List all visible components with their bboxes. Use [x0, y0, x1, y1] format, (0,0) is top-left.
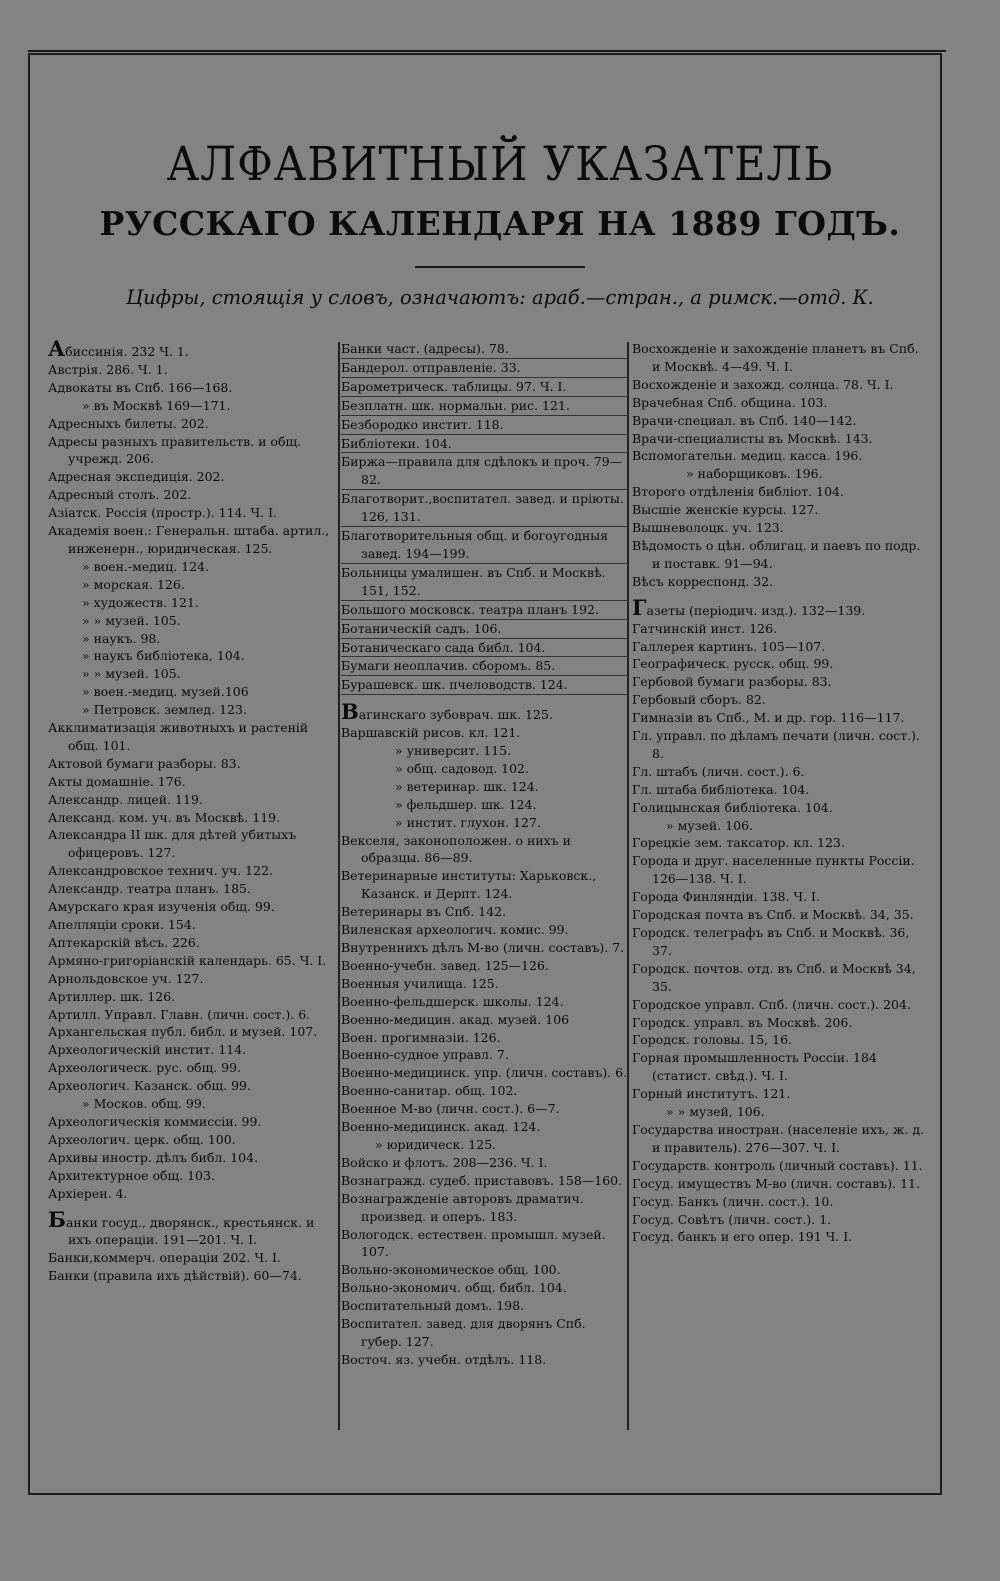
top-rule: [28, 50, 946, 52]
index-entry: Госуд. имуществъ М-во (личн. составъ). 11.: [632, 1175, 920, 1191]
section-initial: А: [48, 336, 66, 361]
index-entry: Археологич. церк. общ. 100.: [48, 1131, 236, 1147]
index-entry: Адресы разныхъ правительств. и общ. учрежд. 206.: [48, 433, 302, 467]
index-entry: Адресная экспедиція. 202.: [48, 469, 225, 485]
index-entry: Врачебная Спб. община. 103.: [632, 394, 828, 410]
index-entry: » морская. 126.: [82, 576, 185, 592]
index-entry: Адвокаты въ Спб. 166—168.: [48, 379, 233, 395]
index-entry: » общ. садовод. 102.: [395, 760, 529, 776]
index-entry: Гербовый сборъ. 82.: [632, 692, 766, 708]
index-entry: Врачи-специалисты въ Москвѣ. 143.: [632, 430, 873, 446]
index-entry: Гимназіи въ Спб., М. и др. гор. 116—117.: [632, 710, 905, 726]
index-entry: Вольно-экономич. общ. библ. 104.: [341, 1280, 567, 1296]
index-entry: Безплатн. шк. нормальн. рис. 121.: [341, 397, 628, 416]
index-entry: » » музей, 106.: [666, 1104, 765, 1120]
index-entry: Гл. штаба библіотека. 104.: [632, 781, 810, 797]
index-entry: Архивы иностр. дѣлъ библ. 104.: [48, 1149, 259, 1165]
column-divider: [338, 342, 340, 1430]
index-entry: Вѣдомость о цѣн. облигац. и паевъ по подр. и поставк. 91—94.: [632, 537, 921, 571]
index-column-3: [632, 340, 926, 1246]
legend-note: Цифры, стоящія у словъ, означаютъ: араб.—стран., а римск.—отд. К.: [126, 286, 874, 309]
index-entry: [48, 1206, 338, 1250]
index-entry: » воен.-медиц. 124.: [82, 558, 210, 574]
index-entry: » ветеринар. шк. 124.: [395, 778, 539, 794]
index-entry: Археологич. Казанск. общ. 99.: [48, 1078, 251, 1094]
index-entry: Векселя, законоположен. о нихъ и образцы. 86—89.: [341, 832, 571, 866]
section-initial: Г: [632, 594, 647, 620]
title-divider: [415, 266, 585, 268]
index-entry: Городск. телеграфъ въ Спб. и Москвѣ. 36, 37.: [632, 925, 910, 958]
index-entry: Александр. лицей. 119.: [48, 791, 203, 807]
entry-text: азеты (періодич. изд.). 132—139.: [646, 602, 866, 618]
index-entry: Архіерен. 4.: [48, 1185, 128, 1201]
index-entry: Войско и флотъ. 208—236. Ч. I.: [341, 1154, 548, 1170]
index-entry: Акты домашніе. 176.: [48, 773, 186, 789]
index-entry: » художеств. 121.: [82, 594, 199, 610]
index-entry: Артилл. Управл. Главн. (личн. сост.). 6.: [48, 1006, 311, 1022]
index-entry: Акклиматизація животныхъ и растеній общ. 101.: [48, 720, 309, 753]
index-entry: Вознагражденіе авторовъ драматич. произвед. и оперъ. 183.: [341, 1190, 584, 1224]
index-entry: Больницы умалишен. въ Спб. и Москвѣ. 151, 152.: [341, 564, 628, 601]
index-entry: Военное М-во (личн. сост.). 6—7.: [341, 1101, 560, 1117]
index-entry: Австрія. 286. Ч. 1.: [48, 361, 168, 377]
index-entry: » въ Москвѣ 169—171.: [82, 397, 231, 413]
index-entry: » » музей. 105.: [82, 666, 181, 682]
index-entry: » музей. 106.: [666, 817, 754, 833]
index-entry: Ботаническій садъ. 106.: [341, 620, 628, 639]
index-entry: [48, 336, 338, 361]
index-entry: Военно-учебн. завед. 125—126.: [341, 957, 549, 973]
index-entry: Архангельская публ. библ. и музей. 107.: [48, 1024, 318, 1040]
index-entry: Врачи-специал. въ Спб. 140—142.: [632, 412, 857, 428]
index-entry: Вознагражд. судеб. приставовъ. 158—160.: [341, 1172, 623, 1188]
index-entry: Вольно-экономическое общ. 100.: [341, 1262, 561, 1278]
section-initial: В: [341, 699, 359, 725]
index-entry: Внутреннихъ дѣлъ М-во (личн. составъ). 7.: [341, 940, 625, 955]
index-entry: Александра II шк. для дѣтей убитыхъ офицеровъ. 127.: [48, 827, 297, 861]
index-entry: Вспомогательн. медиц. касса. 196.: [632, 448, 863, 464]
index-entry: Биржа—правила для сдѣлокъ и проч. 79—82.: [341, 453, 628, 490]
index-entry: Военныя училища. 125.: [341, 975, 499, 991]
index-entry: Воен. прогимназіи. 126.: [341, 1029, 501, 1045]
index-entry: Военно-медицинск. акад. 124.: [341, 1119, 541, 1135]
index-entry: Археологическія коммиссіи. 99.: [48, 1113, 262, 1129]
index-entry: Большого московск. театра планъ 192.: [341, 601, 628, 620]
index-entry: Города и друг. населенные пункты Россіи. 126—138. Ч. I.: [632, 853, 915, 887]
index-entry: Государства иностран. (населеніе ихъ, ж. д. и правитель). 276—307. Ч. I.: [632, 1121, 925, 1155]
index-entry: Вышневолоцк. уч. 123.: [632, 520, 784, 536]
index-entry: Городск. головы. 15, 16.: [632, 1032, 792, 1048]
index-entry: » наукъ библіотека, 104.: [82, 648, 245, 664]
index-entry: » наборщиковъ. 196.: [686, 466, 823, 482]
index-entry: Городск. почтов. отд. въ Спб. и Москвѣ 34, 35.: [632, 960, 916, 994]
entry-text: биссинія. 232 Ч. 1.: [65, 344, 189, 359]
index-entry: Банки част. (адресы). 78.: [341, 340, 628, 359]
index-entry: Воспитательный домъ. 198.: [341, 1298, 525, 1314]
index-entry: » наукъ. 98.: [82, 630, 161, 646]
index-entry: Благотворит.,воспитател. завед. и пріюты. 126, 131.: [341, 490, 628, 527]
index-entry: Академія воен.: Генеральн. штаба. артил., инженерн., юридическая. 125.: [48, 523, 330, 556]
index-entry: Барометрическ. таблицы. 97. Ч. I.: [341, 378, 628, 397]
index-entry: Виленская археологич. комис. 99.: [341, 922, 569, 938]
index-entry: Актовой бумаги разборы. 83.: [48, 755, 241, 771]
index-entry: Городская почта въ Спб. и Москвѣ. 34, 35.: [632, 907, 914, 923]
page-title: АЛФАВИТНЫЙ УКАЗАТЕЛЬ: [166, 138, 834, 192]
index-entry: Военно-медицин. акад. музей. 106: [341, 1011, 570, 1027]
index-entry: Гатчинскій инст. 126.: [632, 620, 778, 636]
index-entry: Амурскаго края изученія общ. 99.: [48, 899, 275, 915]
index-entry: Александр. театра планъ. 185.: [48, 881, 251, 897]
index-entry: Военно-фельдшерск. школы. 124.: [341, 993, 564, 1009]
index-entry: Бумаги неоплачив. сборомъ. 85.: [341, 657, 628, 676]
index-entry: Второго отдѣленія библіот. 104.: [632, 484, 844, 500]
index-entry: » инстит. глухон. 127.: [395, 814, 541, 830]
index-entry: Военно-медицинск. упр. (личн. составъ). 6.: [341, 1065, 628, 1081]
index-entry: Вологодск. естествен. промышл. музей. 107.: [341, 1226, 606, 1260]
index-entry: Госуд. банкъ и его опер. 191 Ч. I.: [632, 1229, 853, 1245]
index-entry: Археологическ. рус. общ. 99.: [48, 1060, 242, 1076]
index-entry: Госуд. Совѣтъ (личн. сост.). 1.: [632, 1211, 832, 1227]
page-subtitle: РУССКАГО КАЛЕНДАРЯ НА 1889 ГОДЪ.: [99, 204, 901, 243]
section-initial: Б: [48, 1206, 66, 1232]
index-entry: Голицынская библіотека. 104.: [632, 799, 833, 815]
index-entry: » » музей. 105.: [82, 612, 181, 628]
index-entry: Александровское технич. уч. 122.: [48, 863, 274, 879]
index-entry: Варшавскій рисов. кл. 121.: [341, 725, 521, 741]
index-entry: Аптекарскій вѣсъ. 226.: [48, 934, 200, 950]
index-entry: [341, 699, 628, 725]
index-entry: Высшіе женскіе курсы. 127.: [632, 502, 819, 518]
index-entry: Безбородко инстит. 118.: [341, 416, 628, 435]
index-entry: » Москов. общ. 99.: [82, 1096, 206, 1112]
index-entry: Библіотеки. 104.: [341, 435, 628, 454]
index-entry: Восточ. яз. учебн. отдѣлъ. 118.: [341, 1351, 547, 1367]
index-entry: Армяно-григоріанскій календарь. 65. Ч. I.: [48, 952, 327, 968]
index-entry: Азіатск. Россія (простр.). 114. Ч. I.: [48, 505, 277, 521]
index-entry: Города Финляндіи. 138. Ч. I.: [632, 889, 820, 905]
index-entry: Ветеринарные институты: Харьковск., Казанск. и Дерпт. 124.: [341, 868, 597, 902]
index-entry: Воспитател. завед. для дворянъ Спб. губер. 127.: [341, 1316, 586, 1349]
index-entry: Галлерея картинъ. 105—107.: [632, 638, 826, 654]
index-entry: Апелляціи сроки. 154.: [48, 917, 196, 932]
index-entry: Адресныхъ билеты. 202.: [48, 415, 209, 431]
index-entry: Ветеринары въ Спб. 142.: [341, 904, 507, 920]
index-entry: Археологическій инстит. 114.: [48, 1042, 247, 1058]
index-entry: Бурашевск. шк. пчеловодств. 124.: [341, 676, 628, 695]
index-entry: Александ. ком. уч. въ Москвѣ. 119.: [48, 809, 281, 825]
index-entry: Бандерол. отправленіе. 33.: [341, 359, 628, 378]
index-entry: Ботаническаго сада библ. 104.: [341, 639, 628, 658]
entry-text: анки госуд., дворянск., крестьянск. и ихъ операціи. 191—201. Ч. I.: [65, 1214, 315, 1248]
index-entry: Адресный столъ. 202.: [48, 487, 192, 503]
index-entry: Географическ. русск. общ. 99.: [632, 656, 834, 672]
index-entry: Артиллер. шк. 126.: [48, 988, 176, 1004]
index-entry: Благотворительныя общ. и богоугодныя завед. 194—199.: [341, 527, 628, 564]
index-entry: Госуд. Банкъ (личн. сост.). 10.: [632, 1193, 834, 1209]
index-entry: Восхожденіе и захожденіе планетъ въ Спб. и Москвѣ. 4—49. Ч. I.: [632, 341, 919, 374]
index-entry: Военно-судное управл. 7.: [341, 1047, 509, 1063]
index-entry: Архитектурное общ. 103.: [48, 1167, 215, 1183]
index-column-2: [341, 340, 628, 1369]
index-entry: Городск. управл. въ Москвѣ. 206.: [632, 1014, 853, 1030]
index-entry: Банки,коммерч. операціи 202. Ч. I.: [48, 1250, 281, 1266]
index-entry: Восхожденіе и захожд. солнца. 78. Ч. I.: [632, 376, 894, 392]
index-column-1: [48, 336, 338, 1285]
index-entry: » воен.-медиц. музей.106: [82, 684, 249, 700]
index-entry: Гл. штабъ (личн. сост.). 6.: [632, 763, 805, 779]
index-entry: [632, 594, 926, 620]
entry-text: агинскаго зубоврач. шк. 125.: [358, 707, 553, 723]
index-entry: Государств. контроль (личный составъ). 11.: [632, 1157, 923, 1173]
index-entry: Гербовой бумаги разборы. 83.: [632, 674, 832, 690]
index-entry: » юридическ. 125.: [375, 1136, 497, 1152]
index-entry: » фельдшер. шк. 124.: [395, 796, 537, 812]
index-entry: Гл. управл. по дѣламъ печати (личн. сост.). 8.: [632, 728, 920, 761]
index-entry: » университ. 115.: [395, 743, 512, 759]
index-entry: Горный институтъ. 121.: [632, 1086, 791, 1102]
index-entry: » Петровск. землед. 123.: [82, 702, 247, 718]
index-entry: Горная промышленность Россіи. 184 (статист. свѣд.). Ч. I.: [632, 1050, 877, 1084]
index-entry: Вѣсъ корреспонд. 32.: [632, 573, 774, 589]
index-entry: Банки (правила ихъ дѣйствій). 60—74.: [48, 1268, 302, 1284]
index-entry: Горецкіе зем. таксатор. кл. 123.: [632, 835, 845, 851]
index-entry: Военно-санитар. общ. 102.: [341, 1083, 518, 1099]
index-entry: Арнольдовское уч. 127.: [48, 970, 204, 986]
index-entry: Городское управл. Спб. (личн. сост.). 204.: [632, 996, 911, 1012]
